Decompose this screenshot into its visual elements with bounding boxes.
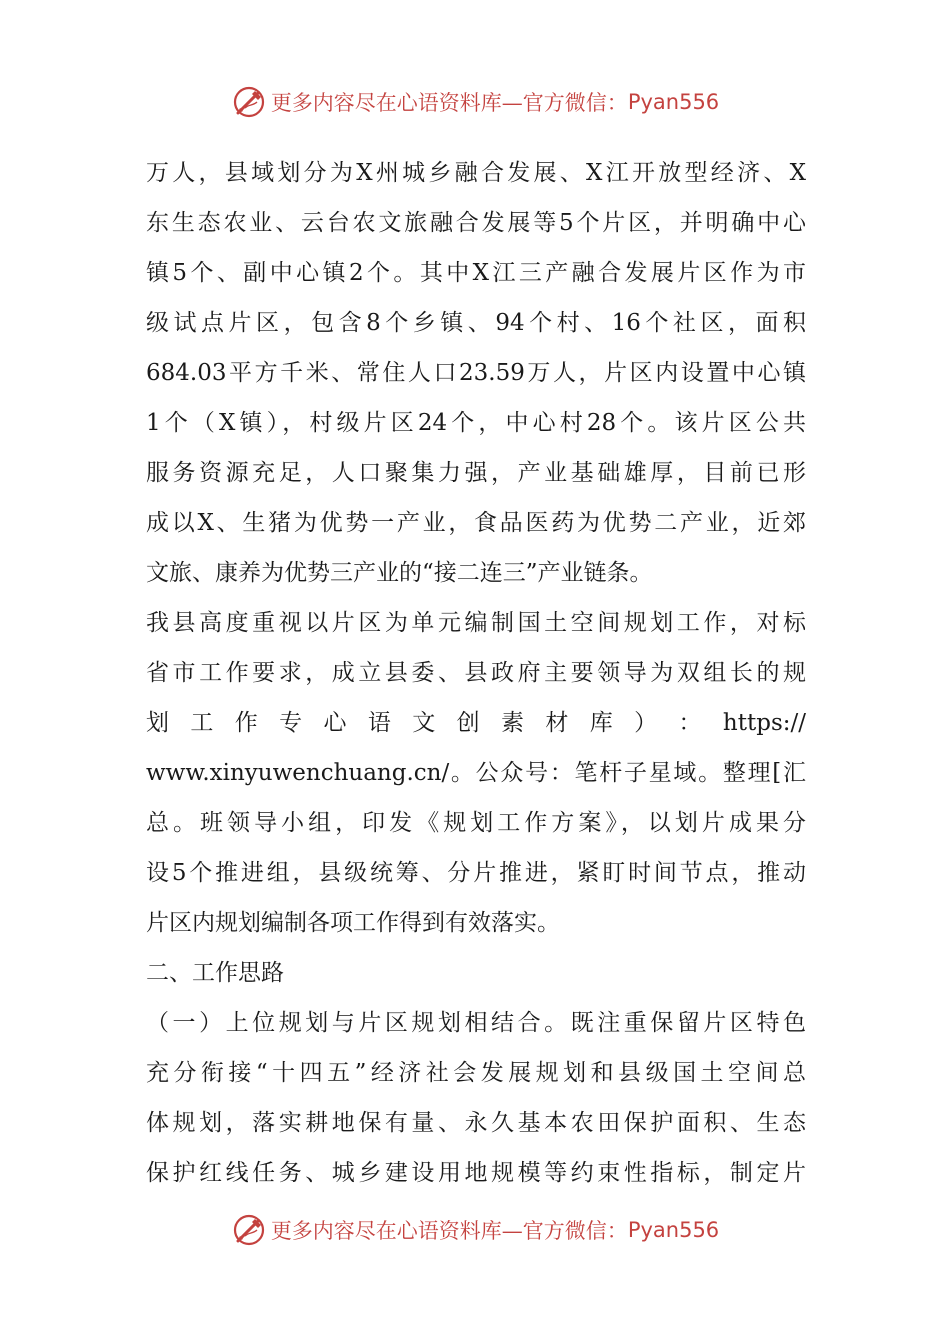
text-line: 684.03平方千米、常住人口23.59万人，片区内设置中心镇 (146, 360, 806, 386)
banner-wechat-handle: Pyan556 (627, 1218, 720, 1242)
banner-text: 更多内容尽在心语资料库—官方微信： (270, 91, 628, 115)
text-line: 1个（X镇），村级片区24个，中心村28个。该片区公共 (146, 410, 806, 436)
header-watermark-banner (0, 82, 950, 122)
text-line: www.xinyuwenchuang.cn/。公众号：笔杆子星域。整理[汇 (146, 760, 806, 786)
text-line: （一）上位规划与片区规划相结合。既注重保留片区特色 (146, 1010, 806, 1036)
text-line: 镇5个、副中心镇2个。其中X江三产融合发展片区作为市 (146, 260, 806, 286)
text-line: 万人，县域划分为X州城乡融合发展、X江开放型经济、X (146, 160, 806, 186)
text-line: 充分衔接“十四五”经济社会发展规划和县级国土空间总 (146, 1060, 806, 1086)
banner-text: 更多内容尽在心语资料库—官方微信： (270, 1219, 628, 1243)
text-line: 我县高度重视以片区为单元编制国土空间规划工作，对标 (146, 610, 806, 636)
pen-in-circle-logo-icon (231, 1212, 267, 1248)
banner-wechat-handle: Pyan556 (627, 90, 720, 114)
text-line: 服务资源充足，人口聚集力强，产业基础雄厚，目前已形 (146, 460, 806, 486)
text-line: 二、工作思路 (146, 960, 284, 986)
text-line: 东生态农业、云台农文旅融合发展等5个片区，并明确中心 (146, 210, 806, 236)
text-line: 划 工 作 专 心 语 文 创 素 材 库 ） ： https:// (146, 710, 806, 736)
document-body (146, 148, 806, 1198)
text-line: 保护红线任务、城乡建设用地规模等约束性指标，制定片 (146, 1160, 806, 1186)
text-line: 省市工作要求，成立县委、县政府主要领导为双组长的规 (146, 660, 806, 686)
text-line: 总。班领导小组，印发《规划工作方案》，以划片成果分 (146, 810, 806, 836)
text-line: 片区内规划编制各项工作得到有效落实。 (146, 910, 560, 936)
text-line: 文旅、康养为优势三产业的“接二连三”产业链条。 (146, 560, 653, 586)
pen-in-circle-logo-icon (231, 84, 267, 120)
footer-watermark-banner (0, 1210, 950, 1250)
text-line: 级试点片区，包含8个乡镇、94个村、16个社区，面积 (146, 310, 806, 336)
text-line: 设5个推进组，县级统筹、分片推进，紧盯时间节点，推动 (146, 860, 806, 886)
text-line: 体规划，落实耕地保有量、永久基本农田保护面积、生态 (146, 1110, 806, 1136)
text-line: 成以X、生猪为优势一产业，食品医药为优势二产业，近郊 (146, 510, 806, 536)
